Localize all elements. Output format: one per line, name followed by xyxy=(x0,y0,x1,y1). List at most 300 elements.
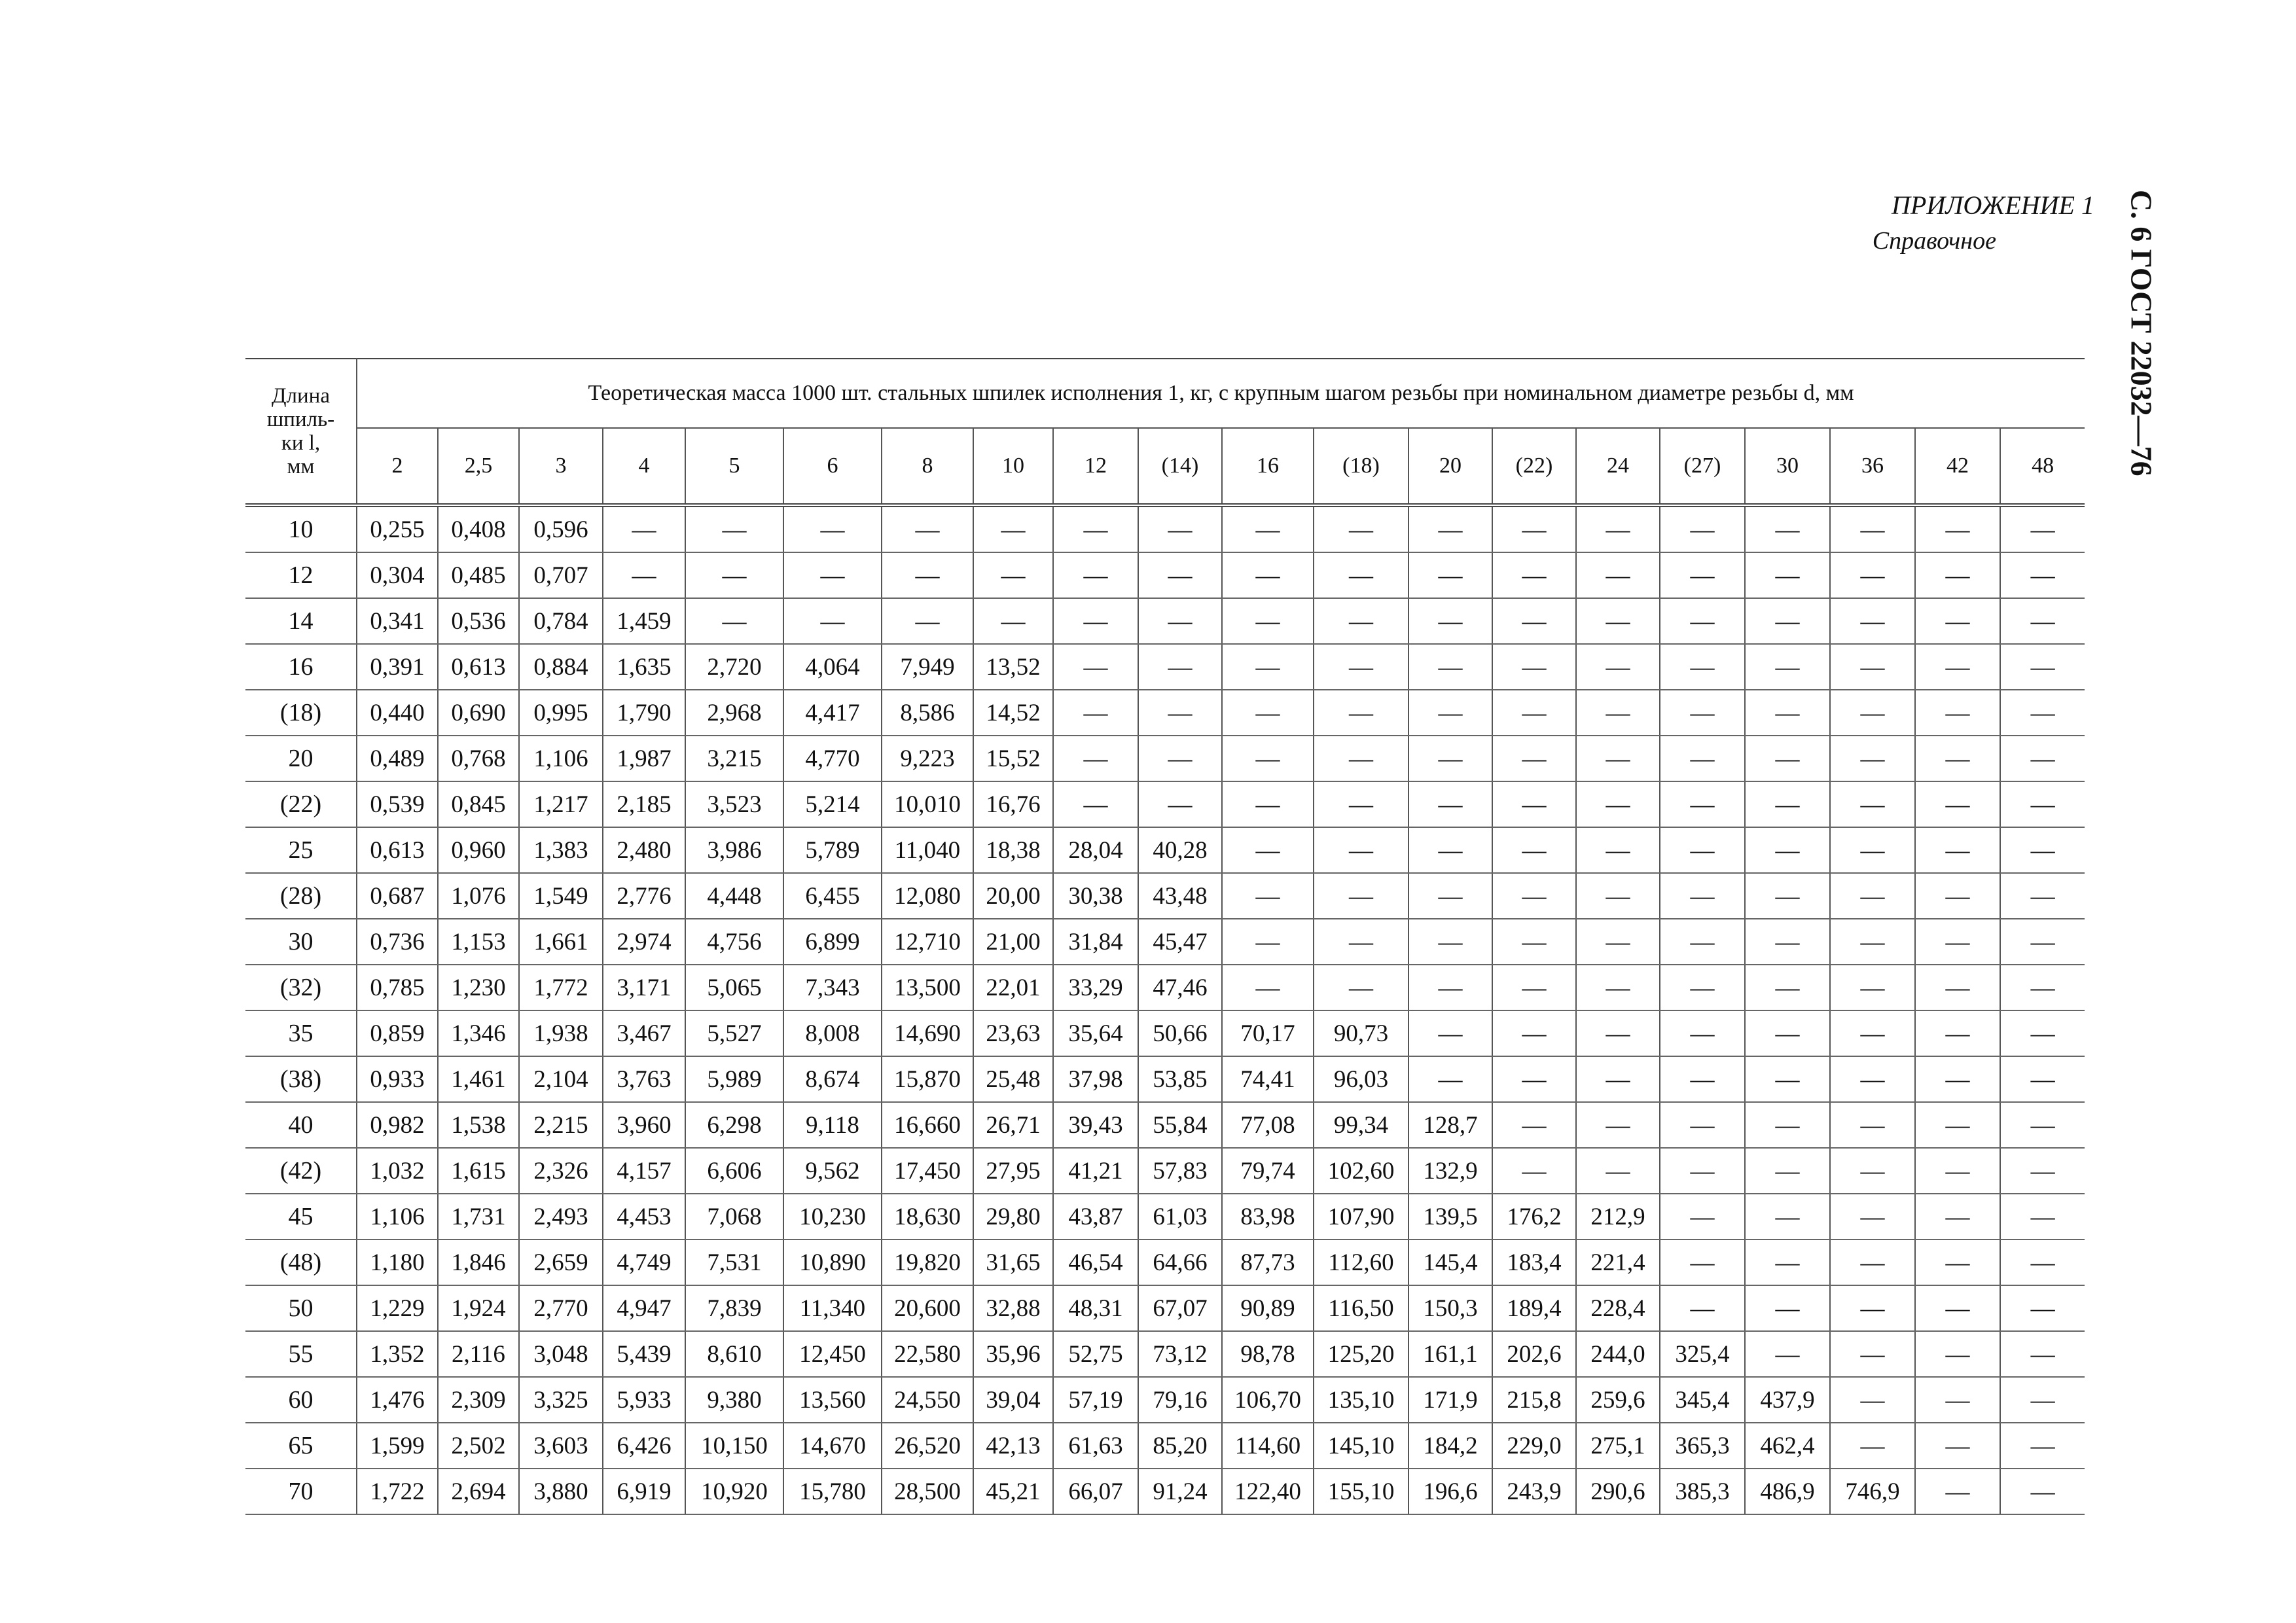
mass-cell: — xyxy=(1745,965,1830,1010)
mass-cell: 183,4 xyxy=(1492,1240,1576,1285)
mass-cell: — xyxy=(1830,1423,1915,1469)
mass-cell: — xyxy=(603,552,685,598)
mass-cell: 0,690 xyxy=(438,690,519,736)
mass-cell: 3,986 xyxy=(685,827,783,873)
mass-cell: 28,04 xyxy=(1053,827,1138,873)
mass-cell: 41,21 xyxy=(1053,1148,1138,1194)
mass-cell: — xyxy=(1660,598,1745,644)
mass-cell: — xyxy=(1492,690,1576,736)
mass-cell: — xyxy=(1660,505,1745,552)
diameter-header: 3 xyxy=(519,428,603,505)
mass-cell: — xyxy=(1576,1148,1660,1194)
mass-cell: — xyxy=(1915,873,2000,919)
mass-cell: — xyxy=(1053,505,1138,552)
mass-cell: 43,87 xyxy=(1053,1194,1138,1240)
mass-cell: — xyxy=(1576,552,1660,598)
mass-cell: — xyxy=(1660,1056,1745,1102)
mass-cell: 2,694 xyxy=(438,1469,519,1514)
diameter-header: 48 xyxy=(2000,428,2085,505)
mass-cell: — xyxy=(1915,1423,2000,1469)
mass-cell: 19,820 xyxy=(882,1240,973,1285)
mass-cell: — xyxy=(1408,873,1492,919)
mass-cell: 0,255 xyxy=(357,505,438,552)
mass-cell: — xyxy=(1660,1148,1745,1194)
appendix-subtitle: Справочное xyxy=(1872,227,1996,255)
mass-cell: — xyxy=(1576,1102,1660,1148)
mass-cell: 1,846 xyxy=(438,1240,519,1285)
mass-cell: 1,230 xyxy=(438,965,519,1010)
length-cell: (48) xyxy=(245,1240,357,1285)
diameter-header: 42 xyxy=(1915,428,2000,505)
mass-cell: — xyxy=(1576,736,1660,781)
mass-cell: — xyxy=(1053,644,1138,690)
mass-cell: — xyxy=(1492,598,1576,644)
mass-cell: 3,523 xyxy=(685,781,783,827)
mass-cell: — xyxy=(1492,827,1576,873)
mass-cell: 112,60 xyxy=(1314,1240,1408,1285)
mass-cell: 1,106 xyxy=(519,736,603,781)
mass-cell: 2,776 xyxy=(603,873,685,919)
mass-cell: 6,606 xyxy=(685,1148,783,1194)
mass-cell: 229,0 xyxy=(1492,1423,1576,1469)
mass-cell: 48,31 xyxy=(1053,1285,1138,1331)
mass-cell: 3,467 xyxy=(603,1010,685,1056)
mass-cell: 1,790 xyxy=(603,690,685,736)
mass-cell: — xyxy=(1745,1331,1830,1377)
mass-cell: 85,20 xyxy=(1138,1423,1222,1469)
mass-cell: — xyxy=(1222,644,1314,690)
mass-cell: 0,845 xyxy=(438,781,519,827)
mass-cell: 5,065 xyxy=(685,965,783,1010)
mass-cell: 2,116 xyxy=(438,1331,519,1377)
diameter-header: 30 xyxy=(1745,428,1830,505)
mass-cell: — xyxy=(2000,919,2085,965)
mass-cell: 98,78 xyxy=(1222,1331,1314,1377)
mass-cell: 79,16 xyxy=(1138,1377,1222,1423)
mass-cell: 96,03 xyxy=(1314,1056,1408,1102)
diameter-header: 10 xyxy=(973,428,1053,505)
mass-cell: 1,106 xyxy=(357,1194,438,1240)
table-row xyxy=(245,827,2085,873)
mass-cell: — xyxy=(1660,644,1745,690)
mass-cell: — xyxy=(2000,781,2085,827)
mass-cell: — xyxy=(1576,505,1660,552)
mass-cell: 15,870 xyxy=(882,1056,973,1102)
table-row xyxy=(245,1194,2085,1240)
mass-cell: 29,80 xyxy=(973,1194,1053,1240)
mass-cell: 0,485 xyxy=(438,552,519,598)
mass-cell: 0,596 xyxy=(519,505,603,552)
mass-cell: 53,85 xyxy=(1138,1056,1222,1102)
mass-cell: — xyxy=(1830,1285,1915,1331)
mass-cell: 135,10 xyxy=(1314,1377,1408,1423)
table-title: Теоретическая масса 1000 шт. стальных шпилек исполнения 1, кг, с крупным шагом резьбы при номинальном диаметре резьбы d, мм xyxy=(357,359,2085,428)
mass-cell: — xyxy=(2000,1377,2085,1423)
mass-cell: — xyxy=(1576,873,1660,919)
mass-cell: 77,08 xyxy=(1222,1102,1314,1148)
mass-cell: 0,539 xyxy=(357,781,438,827)
mass-cell: 5,527 xyxy=(685,1010,783,1056)
mass-cell: 1,476 xyxy=(357,1377,438,1423)
mass-cell: 176,2 xyxy=(1492,1194,1576,1240)
mass-cell: — xyxy=(1222,919,1314,965)
mass-cell: — xyxy=(1745,644,1830,690)
mass-cell: — xyxy=(1915,1240,2000,1285)
mass-cell: 31,84 xyxy=(1053,919,1138,965)
mass-cell: 64,66 xyxy=(1138,1240,1222,1285)
mass-cell: — xyxy=(1576,1010,1660,1056)
mass-cell: 0,489 xyxy=(357,736,438,781)
diameter-header: 4 xyxy=(603,428,685,505)
mass-cell: 1,346 xyxy=(438,1010,519,1056)
mass-cell: — xyxy=(1830,736,1915,781)
mass-cell: — xyxy=(1408,644,1492,690)
mass-cell: 1,217 xyxy=(519,781,603,827)
mass-cell: — xyxy=(1576,919,1660,965)
mass-cell: — xyxy=(1576,781,1660,827)
mass-cell: 16,76 xyxy=(973,781,1053,827)
mass-cell: — xyxy=(1138,736,1222,781)
mass-cell: 5,439 xyxy=(603,1331,685,1377)
mass-cell: 57,19 xyxy=(1053,1377,1138,1423)
mass-cell: — xyxy=(1830,1056,1915,1102)
mass-cell: 61,63 xyxy=(1053,1423,1138,1469)
mass-cell: — xyxy=(1408,919,1492,965)
mass-cell: 5,933 xyxy=(603,1377,685,1423)
mass-cell: — xyxy=(2000,1010,2085,1056)
mass-cell: — xyxy=(1408,736,1492,781)
length-cell: (42) xyxy=(245,1148,357,1194)
mass-cell: 150,3 xyxy=(1408,1285,1492,1331)
mass-cell: 0,995 xyxy=(519,690,603,736)
mass-cell: 1,987 xyxy=(603,736,685,781)
mass-cell: — xyxy=(2000,1285,2085,1331)
mass-cell: — xyxy=(1745,1056,1830,1102)
mass-cell: 3,763 xyxy=(603,1056,685,1102)
mass-cell: 30,38 xyxy=(1053,873,1138,919)
mass-cell: 3,960 xyxy=(603,1102,685,1148)
mass-cell: — xyxy=(1138,552,1222,598)
mass-cell: — xyxy=(1660,827,1745,873)
mass-cell: 0,304 xyxy=(357,552,438,598)
mass-cell: 4,947 xyxy=(603,1285,685,1331)
mass-cell: 45,47 xyxy=(1138,919,1222,965)
mass-cell: — xyxy=(1314,919,1408,965)
mass-cell: 1,461 xyxy=(438,1056,519,1102)
mass-cell: — xyxy=(1915,781,2000,827)
mass-cell: — xyxy=(1745,1010,1830,1056)
mass-cell: — xyxy=(1915,1331,2000,1377)
mass-cell: 42,13 xyxy=(973,1423,1053,1469)
mass-cell: 0,687 xyxy=(357,873,438,919)
table-row xyxy=(245,644,2085,690)
mass-cell: 6,426 xyxy=(603,1423,685,1469)
mass-cell: 35,96 xyxy=(973,1331,1053,1377)
mass-cell: 0,408 xyxy=(438,505,519,552)
mass-cell: 2,493 xyxy=(519,1194,603,1240)
mass-cell: — xyxy=(1408,1056,1492,1102)
mass-cell: — xyxy=(783,552,882,598)
table-row xyxy=(245,1423,2085,1469)
mass-cell: 9,118 xyxy=(783,1102,882,1148)
mass-cell: 243,9 xyxy=(1492,1469,1576,1514)
mass-cell: — xyxy=(973,598,1053,644)
length-cell: 45 xyxy=(245,1194,357,1240)
diameter-header: 16 xyxy=(1222,428,1314,505)
mass-cell: — xyxy=(1576,690,1660,736)
mass-cell: — xyxy=(1830,919,1915,965)
mass-cell: — xyxy=(2000,598,2085,644)
mass-cell: — xyxy=(1830,1377,1915,1423)
mass-cell: 132,9 xyxy=(1408,1148,1492,1194)
mass-cell: 0,707 xyxy=(519,552,603,598)
mass-cell: 1,772 xyxy=(519,965,603,1010)
mass-cell: 345,4 xyxy=(1660,1377,1745,1423)
mass-cell: 39,04 xyxy=(973,1377,1053,1423)
mass-cell: 275,1 xyxy=(1576,1423,1660,1469)
mass-cell: — xyxy=(685,598,783,644)
mass-cell: 1,599 xyxy=(357,1423,438,1469)
mass-cell: — xyxy=(1138,690,1222,736)
length-cell: (32) xyxy=(245,965,357,1010)
mass-cell: — xyxy=(973,505,1053,552)
mass-cell: — xyxy=(1830,1148,1915,1194)
mass-cell: 13,52 xyxy=(973,644,1053,690)
mass-cell: 122,40 xyxy=(1222,1469,1314,1514)
mass-cell: 15,780 xyxy=(783,1469,882,1514)
mass-cell: 0,884 xyxy=(519,644,603,690)
mass-cell: — xyxy=(2000,1194,2085,1240)
mass-cell: — xyxy=(1053,736,1138,781)
mass-cell: 5,789 xyxy=(783,827,882,873)
table-row xyxy=(245,781,2085,827)
mass-cell: — xyxy=(1660,1285,1745,1331)
mass-cell: 10,890 xyxy=(783,1240,882,1285)
mass-cell: — xyxy=(1492,965,1576,1010)
mass-cell: — xyxy=(1314,598,1408,644)
diameter-header: (14) xyxy=(1138,428,1222,505)
mass-cell: 9,380 xyxy=(685,1377,783,1423)
mass-cell: 365,3 xyxy=(1660,1423,1745,1469)
mass-cell: — xyxy=(2000,1148,2085,1194)
mass-cell: 202,6 xyxy=(1492,1331,1576,1377)
mass-cell: 1,352 xyxy=(357,1331,438,1377)
mass-cell: 70,17 xyxy=(1222,1010,1314,1056)
mass-cell: 1,180 xyxy=(357,1240,438,1285)
mass-cell: — xyxy=(1915,598,2000,644)
mass-cell: — xyxy=(1915,1469,2000,1514)
mass-cell: — xyxy=(1915,505,2000,552)
mass-cell: — xyxy=(1830,827,1915,873)
mass-cell: 128,7 xyxy=(1408,1102,1492,1148)
mass-cell: — xyxy=(1660,781,1745,827)
mass-cell: 0,785 xyxy=(357,965,438,1010)
length-cell: 55 xyxy=(245,1331,357,1377)
mass-cell: 1,153 xyxy=(438,919,519,965)
mass-cell: 1,538 xyxy=(438,1102,519,1148)
mass-cell: 1,383 xyxy=(519,827,603,873)
mass-cell: — xyxy=(1745,1102,1830,1148)
mass-cell: 5,214 xyxy=(783,781,882,827)
mass-cell: 1,229 xyxy=(357,1285,438,1331)
table-row xyxy=(245,965,2085,1010)
mass-cell: — xyxy=(1408,598,1492,644)
mass-cell: 107,90 xyxy=(1314,1194,1408,1240)
mass-cell: — xyxy=(1492,873,1576,919)
mass-cell: — xyxy=(1745,736,1830,781)
diameter-header: 8 xyxy=(882,428,973,505)
table-row xyxy=(245,1010,2085,1056)
mass-cell: 33,29 xyxy=(1053,965,1138,1010)
table-row xyxy=(245,1469,2085,1514)
table-row xyxy=(245,1331,2085,1377)
mass-cell: 0,768 xyxy=(438,736,519,781)
mass-cell: 102,60 xyxy=(1314,1148,1408,1194)
mass-cell: — xyxy=(1745,919,1830,965)
mass-cell: 0,784 xyxy=(519,598,603,644)
mass-cell: 212,9 xyxy=(1576,1194,1660,1240)
mass-cell: 90,89 xyxy=(1222,1285,1314,1331)
mass-cell: 74,41 xyxy=(1222,1056,1314,1102)
mass-cell: 2,215 xyxy=(519,1102,603,1148)
mass-cell: — xyxy=(1915,736,2000,781)
length-header-line: ки l, xyxy=(281,431,321,455)
mass-cell: 22,580 xyxy=(882,1331,973,1377)
mass-cell: 0,736 xyxy=(357,919,438,965)
table-row xyxy=(245,1240,2085,1285)
mass-cell: — xyxy=(1492,1148,1576,1194)
mass-cell: 4,157 xyxy=(603,1148,685,1194)
mass-cell: — xyxy=(1660,552,1745,598)
length-cell: 40 xyxy=(245,1102,357,1148)
mass-cell: 2,326 xyxy=(519,1148,603,1194)
mass-cell: 13,500 xyxy=(882,965,973,1010)
mass-table xyxy=(245,358,2085,1515)
mass-cell: — xyxy=(1660,873,1745,919)
mass-cell: — xyxy=(1053,552,1138,598)
mass-cell: 1,076 xyxy=(438,873,519,919)
mass-cell: — xyxy=(1222,598,1314,644)
length-cell: 16 xyxy=(245,644,357,690)
table-row xyxy=(245,1056,2085,1102)
length-cell: 12 xyxy=(245,552,357,598)
length-cell: (38) xyxy=(245,1056,357,1102)
length-cell: 10 xyxy=(245,505,357,552)
mass-cell: 10,920 xyxy=(685,1469,783,1514)
table-row xyxy=(245,505,2085,552)
mass-cell: — xyxy=(1830,690,1915,736)
mass-cell: — xyxy=(1576,965,1660,1010)
mass-cell: 50,66 xyxy=(1138,1010,1222,1056)
mass-cell: — xyxy=(1745,873,1830,919)
mass-cell: — xyxy=(1915,1377,2000,1423)
mass-cell: 32,88 xyxy=(973,1285,1053,1331)
mass-cell: 746,9 xyxy=(1830,1469,1915,1514)
mass-cell: — xyxy=(1830,1010,1915,1056)
mass-cell: 228,4 xyxy=(1576,1285,1660,1331)
mass-cell: 171,9 xyxy=(1408,1377,1492,1423)
mass-cell: 145,4 xyxy=(1408,1240,1492,1285)
length-cell: 25 xyxy=(245,827,357,873)
mass-cell: 1,722 xyxy=(357,1469,438,1514)
mass-cell: — xyxy=(2000,644,2085,690)
mass-cell: — xyxy=(1492,781,1576,827)
mass-cell: — xyxy=(1830,1331,1915,1377)
mass-cell: 9,562 xyxy=(783,1148,882,1194)
mass-cell: — xyxy=(2000,736,2085,781)
length-cell: 50 xyxy=(245,1285,357,1331)
mass-cell: — xyxy=(1222,505,1314,552)
mass-cell: 12,450 xyxy=(783,1331,882,1377)
mass-cell: 87,73 xyxy=(1222,1240,1314,1285)
table-row xyxy=(245,690,2085,736)
mass-cell: — xyxy=(1830,1240,1915,1285)
mass-cell: — xyxy=(1745,1240,1830,1285)
mass-cell: — xyxy=(603,505,685,552)
mass-cell: — xyxy=(1745,1285,1830,1331)
mass-cell: 67,07 xyxy=(1138,1285,1222,1331)
mass-cell: — xyxy=(1222,781,1314,827)
mass-cell: — xyxy=(1314,552,1408,598)
mass-cell: 2,309 xyxy=(438,1377,519,1423)
mass-cell: 139,5 xyxy=(1408,1194,1492,1240)
mass-cell: — xyxy=(2000,1056,2085,1102)
mass-cell: — xyxy=(1492,1010,1576,1056)
mass-cell: 2,502 xyxy=(438,1423,519,1469)
mass-cell: — xyxy=(1915,1010,2000,1056)
mass-cell: — xyxy=(1576,1056,1660,1102)
mass-cell: — xyxy=(1576,644,1660,690)
table-title-row xyxy=(245,359,2085,428)
mass-cell: 1,635 xyxy=(603,644,685,690)
table-row xyxy=(245,552,2085,598)
mass-cell: — xyxy=(882,552,973,598)
mass-cell: 1,731 xyxy=(438,1194,519,1240)
mass-cell: — xyxy=(1745,1194,1830,1240)
mass-cell: 3,171 xyxy=(603,965,685,1010)
mass-cell: — xyxy=(1830,644,1915,690)
mass-cell: 73,12 xyxy=(1138,1331,1222,1377)
mass-cell: 9,223 xyxy=(882,736,973,781)
mass-cell: — xyxy=(1915,965,2000,1010)
mass-cell: 17,450 xyxy=(882,1148,973,1194)
mass-cell: 0,982 xyxy=(357,1102,438,1148)
mass-cell: 4,770 xyxy=(783,736,882,781)
mass-cell: — xyxy=(1915,827,2000,873)
mass-cell: 437,9 xyxy=(1745,1377,1830,1423)
mass-cell: — xyxy=(1745,827,1830,873)
diameter-header: (22) xyxy=(1492,428,1576,505)
mass-cell: 26,71 xyxy=(973,1102,1053,1148)
mass-cell: 6,919 xyxy=(603,1469,685,1514)
mass-cell: — xyxy=(2000,827,2085,873)
mass-cell: 6,298 xyxy=(685,1102,783,1148)
mass-cell: 7,949 xyxy=(882,644,973,690)
mass-cell: — xyxy=(1660,1010,1745,1056)
mass-cell: 39,43 xyxy=(1053,1102,1138,1148)
length-cell: (22) xyxy=(245,781,357,827)
mass-cell: — xyxy=(1053,781,1138,827)
mass-cell: — xyxy=(1408,690,1492,736)
mass-cell: — xyxy=(1492,552,1576,598)
diameter-header: 5 xyxy=(685,428,783,505)
mass-cell: — xyxy=(1408,781,1492,827)
mass-cell: — xyxy=(1138,781,1222,827)
mass-cell: 24,550 xyxy=(882,1377,973,1423)
mass-cell: — xyxy=(2000,1469,2085,1514)
mass-cell: 259,6 xyxy=(1576,1377,1660,1423)
mass-cell: 35,64 xyxy=(1053,1010,1138,1056)
